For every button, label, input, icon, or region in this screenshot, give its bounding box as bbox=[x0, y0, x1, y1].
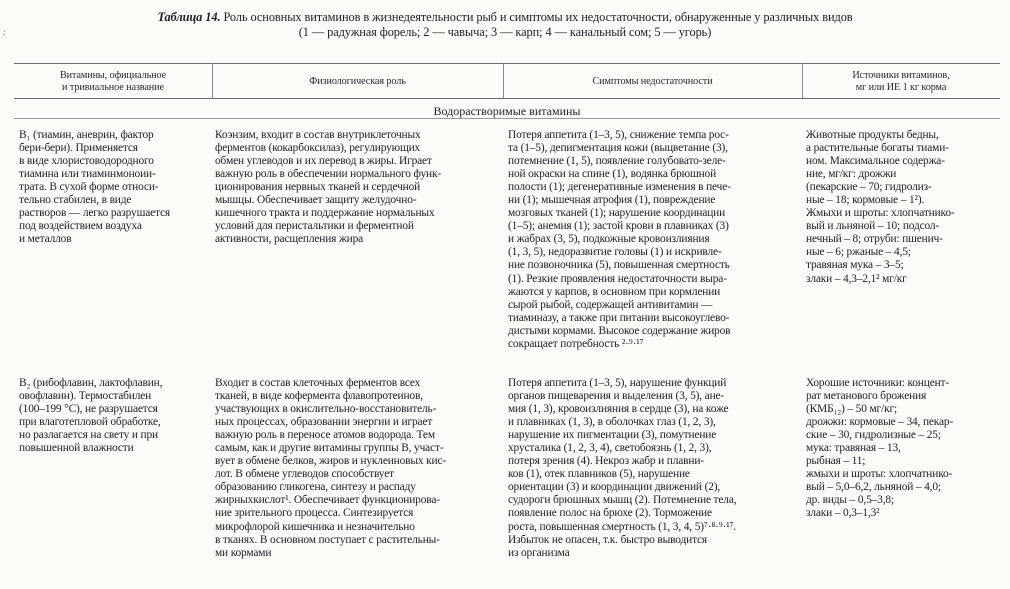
text-line: судороги брюшных мышц (2). Потемнение тела, bbox=[508, 494, 737, 507]
text-line: нечный – 8; отруби: пшенич- bbox=[806, 233, 943, 246]
b2-symptoms-cell bbox=[508, 377, 736, 560]
text-line: сокращает потребность ²·⁹·¹⁷ bbox=[508, 337, 644, 350]
text-line: жирныхкислот¹. Обеспечивает функционирова- bbox=[215, 494, 440, 507]
text-line: тельно стабилен, в виде bbox=[19, 194, 132, 207]
text-line: лот. В обмене углеводов способствует bbox=[215, 468, 394, 481]
text-line: мозговых тканей (1); нарушение координации bbox=[508, 207, 726, 220]
text-line: обмен углеводов и их перевод в жиры. Играет bbox=[215, 155, 432, 168]
text-line: жаются у карпов, в основном при кормлении bbox=[508, 285, 721, 298]
text-line: потемнение (1, 5), появление голубовато-зеле- bbox=[508, 155, 726, 168]
header-sources: Источники витаминов, мг или ИЕ 1 кг корма bbox=[852, 70, 950, 93]
text-line: хрусталика (1, 2, 3, 4), светобоязнь (1, 2, 3), bbox=[508, 442, 712, 455]
b2-role-cell bbox=[215, 377, 446, 560]
text-line: ние позвоночника (5), повышенная смертность bbox=[508, 259, 730, 272]
text-line: важную роль в обеспечении нормального функ- bbox=[215, 168, 441, 181]
text-line: рат метанового брожения bbox=[806, 390, 927, 403]
text-line: активности, расщепления жира bbox=[215, 233, 364, 246]
text-line: травяная мука – 3–5; bbox=[806, 259, 904, 272]
text-line: вый и льняной – 10; подсол- bbox=[806, 220, 940, 233]
text-line: рыбная – 11; bbox=[806, 455, 866, 468]
text-line: Коэнзим, входит в состав внутриклеточных bbox=[215, 129, 421, 141]
text-line: образованию гликогена, синтезу и распаду bbox=[215, 481, 416, 494]
caption-line-1 bbox=[0, 10, 1010, 25]
text-line: микрофлорой кишечника и незначительно bbox=[215, 520, 415, 533]
text-line: ми кормами bbox=[215, 546, 272, 559]
text-line: и металлов bbox=[19, 233, 72, 246]
text-line: ные – 18; кормовые – 1²). bbox=[806, 194, 925, 207]
text-line: вует в обмене белков, жиров и нуклеиновых кис- bbox=[215, 455, 447, 468]
table-top-rule bbox=[14, 63, 1000, 64]
text-line: дистыми кормами. Высокое содержание жиров bbox=[508, 324, 731, 337]
text-line: Потеря аппетита (1–3, 5), нарушение функций bbox=[508, 377, 727, 389]
text-line: участвующих в окислительно-восстановитель- bbox=[215, 403, 437, 416]
text-line: (1, 3, 5), недоразвитие головы (1) и искривле- bbox=[508, 246, 722, 259]
text-line: ционирования нервных тканей и сердечной bbox=[215, 181, 421, 194]
text-line: тиаминазу, а также при питании высокоуглево- bbox=[508, 311, 730, 324]
text-line: ные – 6; ржаные – 4,5; bbox=[806, 246, 911, 259]
text-line: при влаготепловой обработке, bbox=[19, 416, 161, 429]
section-title: Водорастворимые витамины bbox=[433, 104, 581, 118]
text-line: овофлавин). Термостабилен bbox=[19, 390, 152, 403]
text-line: Жмыхи и шроты: хлопчатнико- bbox=[806, 207, 955, 220]
b2-sources-cell bbox=[806, 377, 953, 521]
text-line: трата. В сухой форме относи- bbox=[19, 181, 159, 194]
text-line: самым, как и другие витамины группы B, участ- bbox=[215, 442, 444, 455]
text-line: та (1–5), депигментация кожи (выцветание (3), bbox=[508, 142, 728, 155]
text-line: ной окраски на спине (1), водянка брюшной bbox=[508, 168, 717, 181]
header-symptoms: Симптомы недостаточности bbox=[592, 76, 713, 87]
text-line: ных процессах, образовании энергии и играет bbox=[215, 416, 433, 429]
text-line: ние зрительного процесса. Синтезируется bbox=[215, 507, 414, 520]
text-line: злаки – 0,3–1,3² bbox=[806, 507, 880, 520]
text-line: B₁ (тиамин, аневрин, фактор bbox=[19, 129, 154, 141]
text-line: под воздействием воздуха bbox=[19, 220, 142, 233]
text-line: ни (1); мышечная атрофия (1), повреждение bbox=[508, 194, 716, 207]
caption-title: Роль основных витаминов в жизнедеятельности рыб и симптомы их недостаточности, обнаруженные у различных видов bbox=[220, 10, 853, 24]
text-line: Потеря аппетита (1–3, 5), снижение темпа рос- bbox=[508, 129, 729, 141]
text-line: дрожжи: кормовые – 34, пекар- bbox=[806, 416, 954, 429]
b1-sources-cell bbox=[806, 129, 955, 286]
text-line: мышцы. Обеспечивает защиту желудочно- bbox=[215, 194, 417, 207]
text-line: (1). Резкие проявления недостаточности выра- bbox=[508, 272, 727, 285]
text-line: из организма bbox=[508, 546, 570, 559]
text-line: но разлагается на свету и при bbox=[19, 429, 158, 442]
table-caption bbox=[0, 10, 1010, 40]
text-line: и жабрах (3, 5), подкожные кровоизлияния bbox=[508, 233, 710, 246]
text-line: тканей, в виде кофермента флавопротеинов, bbox=[215, 390, 423, 403]
text-line: (пекарские – 70; гидролиз- bbox=[806, 181, 932, 194]
caption-label: Таблица 14. bbox=[157, 10, 221, 24]
text-line: ном. Максимальное содержа- bbox=[806, 155, 945, 168]
text-line: злаки – 4,3–2,1² мг/кг bbox=[806, 272, 907, 285]
text-line: нарушение их пигментации (3), помутнение bbox=[508, 429, 717, 442]
section-bottom-rule bbox=[14, 118, 1000, 119]
text-line: потеря зрения (4). Некроз жабр и плавни- bbox=[508, 455, 704, 468]
b1-vitamin-cell bbox=[19, 129, 170, 246]
text-line: и плавниках (1, 3), в оболочках глаз (1, 2, 3), bbox=[508, 416, 716, 429]
text-line: др. виды – 0,5–3,8; bbox=[806, 494, 894, 507]
text-line: (100–199 °C), не разрушается bbox=[19, 403, 158, 416]
text-line: ние, мг/кг: дрожжи bbox=[806, 168, 897, 181]
text-line: полости (1); дегенеративные изменения в пече- bbox=[508, 181, 731, 194]
text-line: тиамина или тиаминмоноии- bbox=[19, 168, 156, 181]
text-line: мия (1, 3), кровоизлияния в сердце (3), на коже bbox=[508, 403, 729, 416]
text-line: (1–5); анемия (1); застой крови в плавниках (3) bbox=[508, 220, 729, 233]
b1-symptoms-cell bbox=[508, 129, 731, 351]
text-line: повышенной влажности bbox=[19, 442, 134, 455]
b2-vitamin-cell bbox=[19, 377, 162, 455]
header-vitamins: Витамины, официальное и тривиальное название bbox=[59, 70, 167, 93]
text-line: в тканях. В основном поступает с растительны- bbox=[215, 533, 440, 546]
text-line: в виде хлористоводородного bbox=[19, 155, 154, 168]
header-role: Физиологическая роль bbox=[309, 76, 406, 87]
text-line: Животные продукты бедны, bbox=[806, 129, 939, 141]
text-line: B₂ (рибофлавин, лактофлавин, bbox=[19, 377, 163, 389]
caption-line-2: (1 — радужная форель; 2 — чавыча; 3 — карп; 4 — канальный сом; 5 — угорь) bbox=[298, 25, 712, 39]
text-line: вый – 5,0–6,2, льняной – 4,0; bbox=[806, 481, 941, 494]
text-line: кишечного тракта и поддержание нормальных bbox=[215, 207, 435, 220]
text-line: ферментов (кокарбоксилаз), регулирующих bbox=[215, 142, 421, 155]
b1-role-cell bbox=[215, 129, 441, 246]
header-bottom-rule bbox=[14, 98, 1000, 99]
text-line: условий для перистальтики и ферментной bbox=[215, 220, 414, 233]
scan-edge-mark: : bbox=[3, 27, 6, 37]
text-line: мука: травяная – 13, bbox=[806, 442, 901, 455]
text-line: Хорошие источники: концент- bbox=[806, 377, 950, 389]
text-line: появление полос на брюхе (2). Торможение bbox=[508, 507, 712, 520]
text-line: важную роль в переносе атомов водорода. Тем bbox=[215, 429, 435, 442]
text-line: ские – 30, гидролизные – 25; bbox=[806, 429, 941, 442]
text-line: ориентации (3) и координации движений (2), bbox=[508, 481, 721, 494]
text-line: а растительные богаты тиами- bbox=[806, 142, 949, 155]
text-line: (КМБ₁₂) – 50 мг/кг; bbox=[806, 403, 897, 416]
text-line: роста, повышенная смертность (1, 3, 4, 5)⁷·⁸·⁹·¹⁷. bbox=[508, 520, 737, 533]
text-line: Входит в состав клеточных ферментов всех bbox=[215, 377, 421, 389]
text-line: сырой рыбой, содержащей антивитамин — bbox=[508, 298, 713, 311]
text-line: Избыток не опасен, т.к. быстро выводится bbox=[508, 533, 708, 546]
text-line: органов пищеварения и выделения (3, 5), ане- bbox=[508, 390, 725, 403]
text-line: бери-бери). Применяется bbox=[19, 142, 138, 155]
text-line: жмыхи и шроты: хлопчатнико- bbox=[806, 468, 953, 481]
text-line: растворов — легко разрушается bbox=[19, 207, 170, 220]
text-line: ков (1), отек плавников (5), нарушение bbox=[508, 468, 690, 481]
